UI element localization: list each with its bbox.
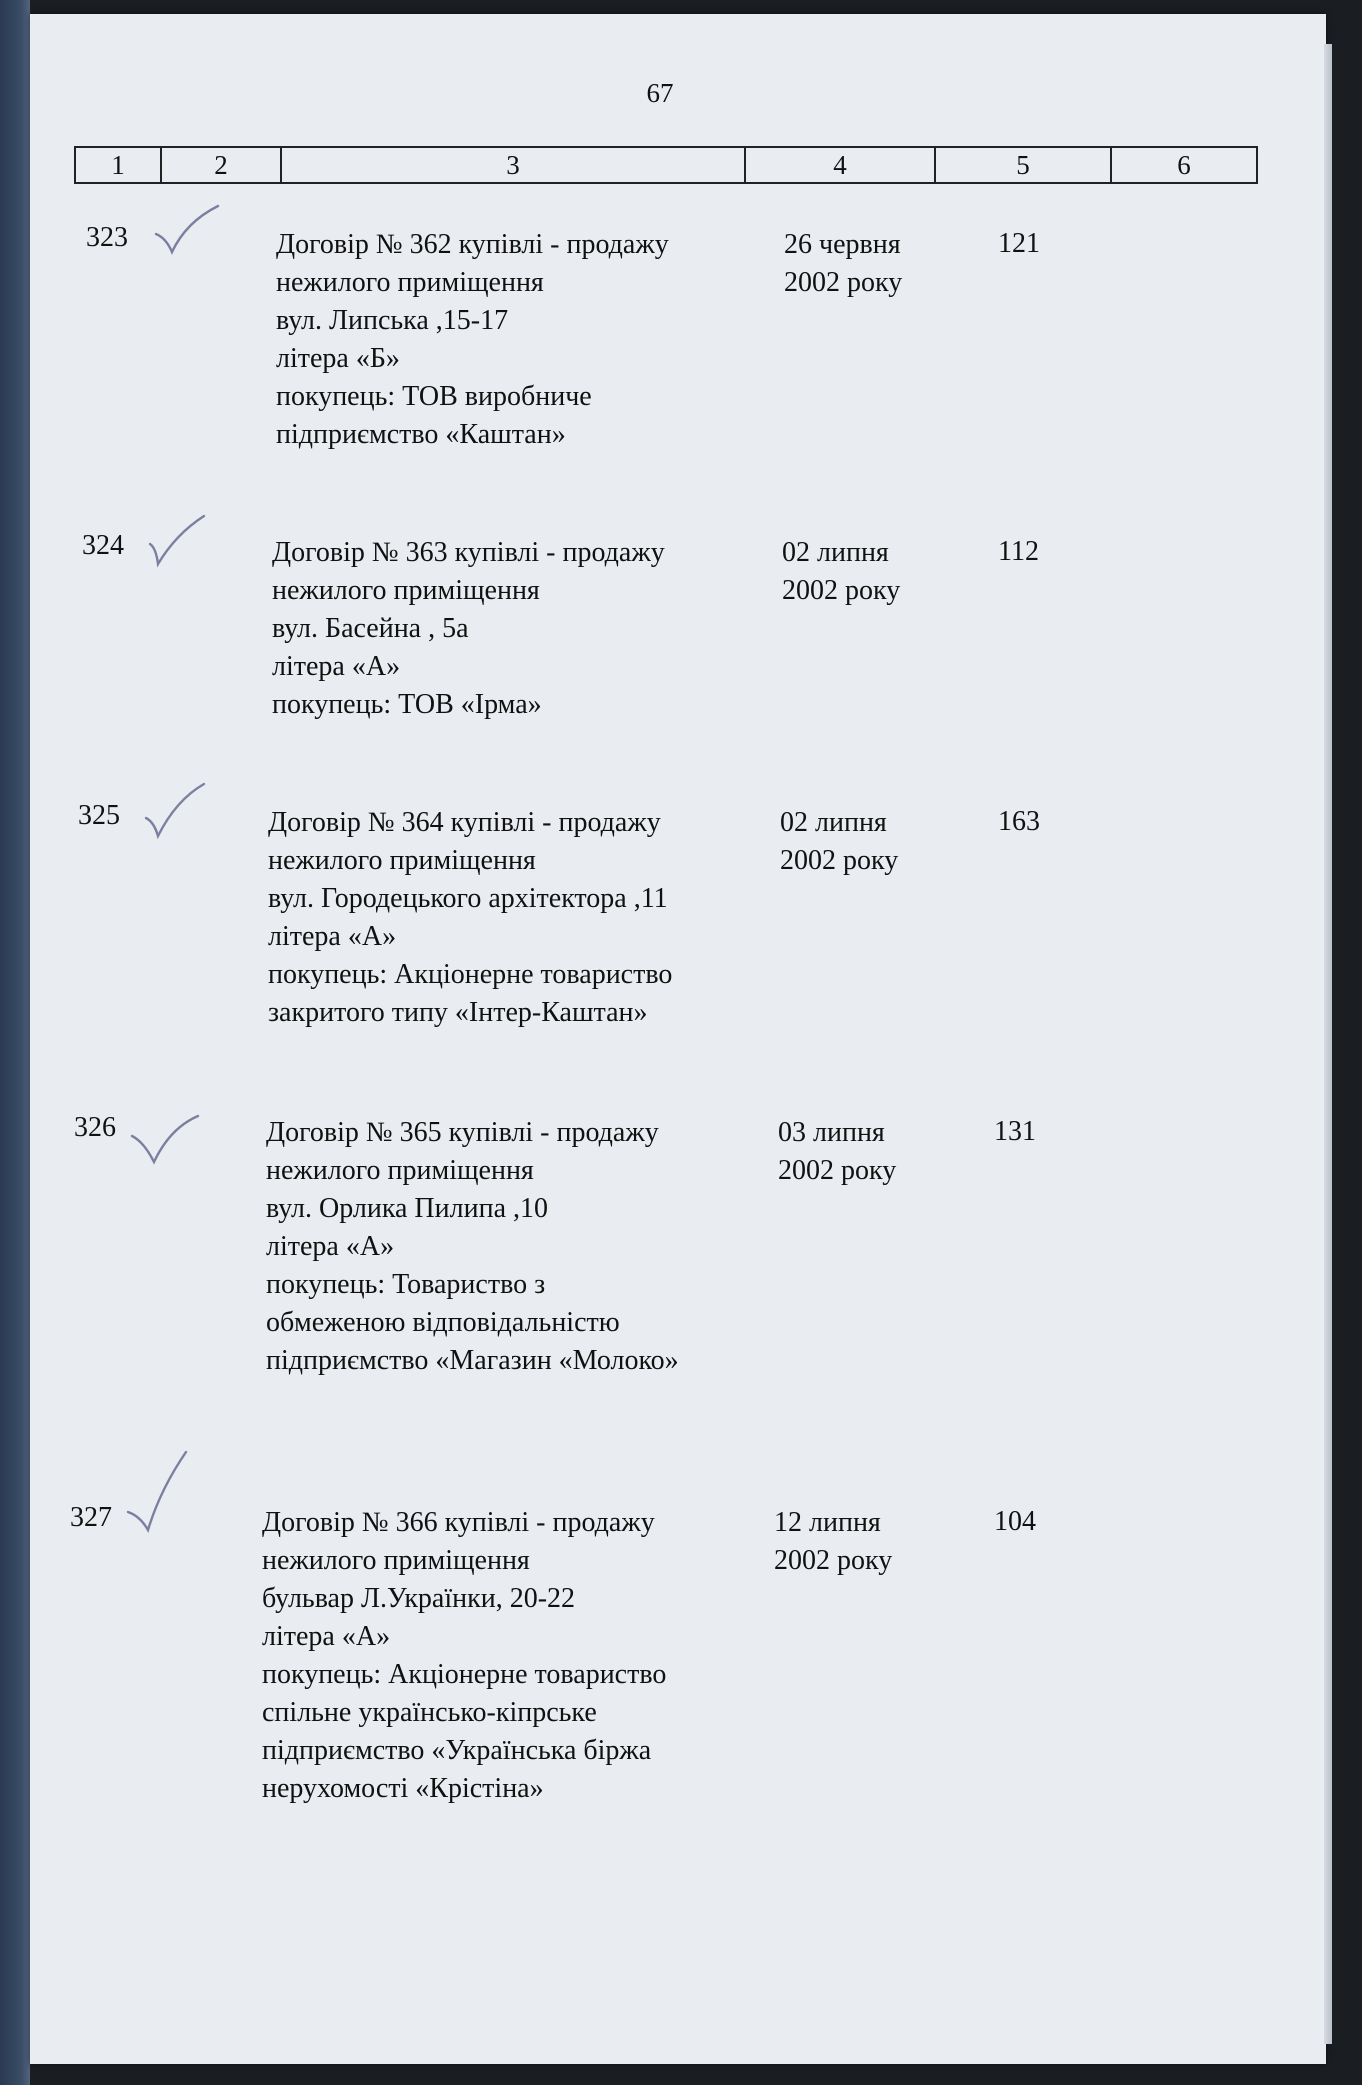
column-header-table: [74, 146, 1258, 184]
handwritten-checkmark-icon: [126, 1450, 196, 1530]
description-line: Договір № 362 купівлі - продажу: [276, 229, 669, 260]
date-line: 12 липня: [774, 1507, 881, 1538]
header-col-5: 5: [935, 147, 1111, 183]
description-line: підприємство «Каштан»: [276, 419, 566, 450]
description-line: покупець: Акціонерне товариство: [268, 959, 673, 990]
description-line: покупець: Акціонерне товариство: [262, 1659, 667, 1690]
description-line: нежилого приміщення: [276, 267, 544, 298]
header-col-1: 1: [75, 147, 161, 183]
description-line: нежилого приміщення: [268, 845, 536, 876]
description-line: Договір № 366 купівлі - продажу: [262, 1507, 655, 1538]
entry-pages: 163: [998, 806, 1040, 837]
description-line: літера «А»: [266, 1231, 395, 1262]
entry-number: 324: [82, 530, 124, 561]
entry-number: 326: [74, 1112, 116, 1143]
description-line: нежилого приміщення: [266, 1155, 534, 1186]
entry-date: [778, 1114, 896, 1190]
header-row: [75, 147, 1257, 183]
description-line: бульвар Л.Українки, 20-22: [262, 1583, 576, 1614]
handwritten-checkmark-icon: [142, 778, 212, 858]
entry-pages: 121: [998, 228, 1040, 259]
description-line: вул. Басейна , 5а: [272, 613, 469, 644]
handwritten-checkmark-icon: [128, 1106, 198, 1186]
description-line: підприємство «Магазин «Молоко»: [266, 1345, 679, 1376]
date-line: 2002 року: [774, 1545, 893, 1576]
handwritten-checkmark-icon: [152, 204, 222, 284]
description-line: літера «А»: [272, 651, 401, 682]
entry-date: [774, 1504, 892, 1580]
entry-description: [266, 1114, 679, 1380]
entry-description: [276, 226, 669, 454]
description-line: Договір № 363 купівлі - продажу: [272, 537, 665, 568]
document-page: [30, 14, 1326, 2064]
description-line: покупець: ТОВ виробниче: [276, 381, 592, 412]
entry-number: 323: [86, 222, 128, 253]
entry-number: 327: [70, 1502, 112, 1533]
date-line: 2002 року: [780, 845, 899, 876]
description-line: нежилого приміщення: [262, 1545, 530, 1576]
entry-description: [272, 534, 665, 724]
description-line: Договір № 365 купівлі - продажу: [266, 1117, 659, 1148]
date-line: 02 липня: [780, 807, 887, 838]
handwritten-checkmark-icon: [146, 508, 216, 588]
description-line: нерухомості «Крістіна»: [262, 1773, 544, 1804]
description-line: літера «Б»: [276, 343, 400, 374]
entry-description: [262, 1504, 666, 1808]
date-line: 26 червня: [784, 229, 901, 260]
entry-date: [782, 534, 900, 610]
description-line: закритого типу «Інтер-Каштан»: [268, 997, 648, 1028]
header-col-4: 4: [745, 147, 935, 183]
date-line: 03 липня: [778, 1117, 885, 1148]
date-line: 2002 року: [782, 575, 901, 606]
description-line: вул. Городецького архітектора ,11: [268, 883, 668, 914]
header-col-3: 3: [281, 147, 745, 183]
entry-date: [784, 226, 902, 302]
description-line: літера «А»: [262, 1621, 391, 1652]
description-line: покупець: Товариство з: [266, 1269, 546, 1300]
description-line: спільне українсько-кіпрське: [262, 1697, 597, 1728]
description-line: літера «А»: [268, 921, 397, 952]
page-number: 67: [646, 78, 674, 108]
date-line: 2002 року: [778, 1155, 897, 1186]
description-line: нежилого приміщення: [272, 575, 540, 606]
entry-number: 325: [78, 800, 120, 831]
description-line: вул. Орлика Пилипа ,10: [266, 1193, 548, 1224]
page-edge: [1324, 44, 1332, 2044]
entry-description: [268, 804, 672, 1032]
description-line: підприємство «Українська біржа: [262, 1735, 652, 1766]
header-col-2: 2: [161, 147, 281, 183]
description-line: обмеженою відповідальністю: [266, 1307, 620, 1338]
description-line: вул. Липська ,15-17: [276, 305, 509, 336]
date-line: 2002 року: [784, 267, 903, 298]
header-col-6: 6: [1111, 147, 1257, 183]
entry-pages: 112: [998, 536, 1039, 567]
entry-pages: 104: [994, 1506, 1036, 1537]
entry-date: [780, 804, 898, 880]
description-line: покупець: ТОВ «Ірма»: [272, 689, 542, 720]
description-line: Договір № 364 купівлі - продажу: [268, 807, 661, 838]
scanner-background-strip: [0, 0, 30, 2085]
date-line: 02 липня: [782, 537, 889, 568]
entry-pages: 131: [994, 1116, 1036, 1147]
